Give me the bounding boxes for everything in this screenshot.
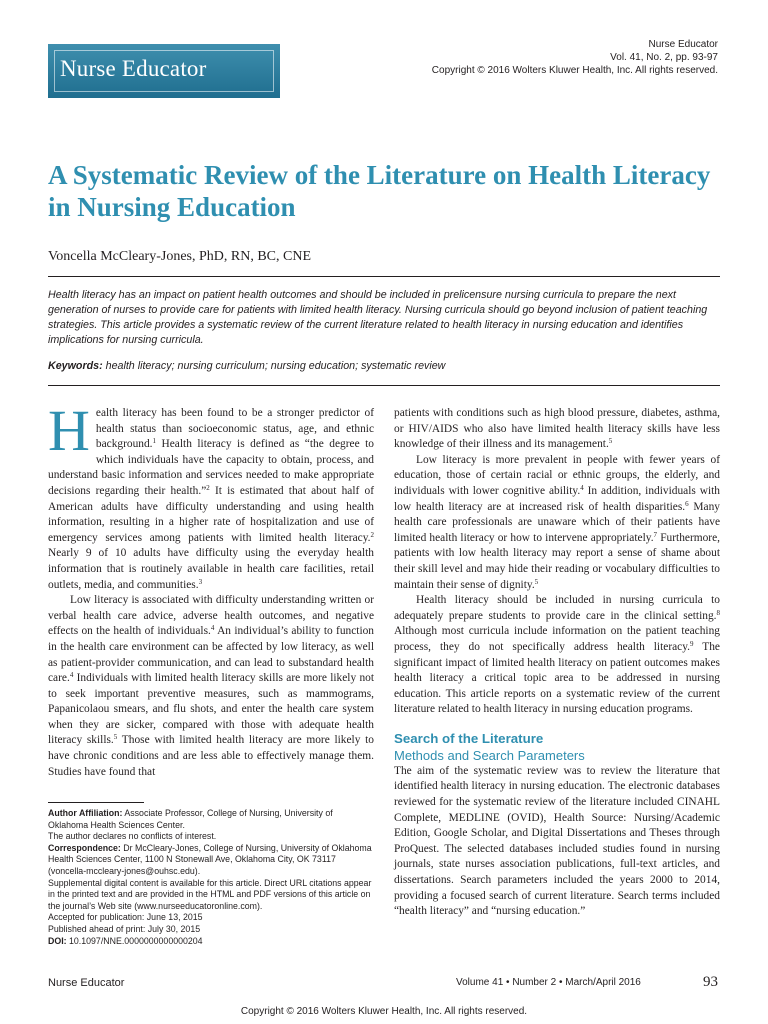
published-date: Published ahead of print: July 30, 2015 [48, 923, 201, 934]
doi: DOI: 10.1097/NNE.0000000000000204 [48, 935, 203, 946]
divider-top [48, 276, 720, 277]
article-title: A Systematic Review of the Literature on Health Literacy in Nursing Education [48, 160, 711, 222]
body-paragraph: Low literacy is associated with difficulty understanding written or verbal health care advice, adverse health outcomes, and negative effects on the health of individuals.$^4$ An individual’s ability to function in the health care environment can be affected by low literacy, as well as patient-provider communication, and can lead to substandard health care.$^4$ Individuals with limited health literacy skills are more likely not to seek important preventive measures, such as mammograms, Papanicolaou smears, and flu shots, and enter the health care system when they are sicker, compared with those with adequate health literacy skills.$^5$ Those with limited health literacy are more likely to have chronic conditions and are less able to effectively manage them. Studies have found that [48, 594, 375, 778]
body-paragraph: Low literacy is more prevalent in people with fewer years of education, those of certain racial or ethnic groups, the elderly, and individuals with lower cognitive ability.$^4$ In addition, individuals with low health literacy are at increased risk of health disparities.$^6$ Many health care professionals are unaware which of their patients have limited health literacy or how to intervene appropriately.$^7$ Furthermore, patients with low health literacy may report a sense of shame about their skill level and may hide their reading or vocabulary difficulties to maintain their sense of dignity.$^5$ [394, 453, 720, 591]
drop-cap: H [48, 398, 90, 463]
journal-logo-text: Nurse Educator [60, 56, 207, 81]
citation-ref: 1 [152, 437, 157, 446]
citation-ref: 8 [716, 608, 720, 617]
citation-ref: 7 [653, 530, 658, 539]
author-affiliation [48, 808, 374, 947]
affiliation-line: Author Affiliation: Associate Professor, College of Nursing, University of Oklahoma Health Sciences Center. [48, 808, 333, 830]
journal-copyright: Copyright © 2016 Wolters Kluwer Health, Inc. All rights reserved. [431, 65, 718, 76]
section-heading: Search of the Literature [394, 730, 544, 746]
journal-name: Nurse Educator [648, 39, 718, 50]
keywords [48, 360, 445, 372]
keywords-value: health literacy; nursing curriculum; nursing education; systematic review [105, 360, 446, 372]
citation-ref: 6 [685, 499, 689, 508]
body-paragraph: Health literacy has been found to be a stronger predictor of health status than socioeconomic status, age, and ethnic background.$^1$ Health literacy is defined as “the degree to which individuals have the capacity to obtain, process, and understand basic information and services needed to make appropriate decisions regarding their health.”$^2$ It is estimated that about half of American adults have difficulty understanding and using health information, resulting in a higher rate of hospitalization and use of emergency services among patients with limited health literacy.$^2$ Nearly 9 of 10 adults have difficulty using the everyday health information that is routinely available in health care facilities, retail outlets, media, and communities.$^3$ [48, 398, 374, 591]
body-paragraph: patients with conditions such as high blood pressure, diabetes, asthma, or HIV/AIDS who also have limited health literacy skills have less knowledge of their illness and its management.$^5$ [394, 407, 720, 451]
citation-ref: 4 [210, 624, 215, 633]
footer-copyright: Copyright © 2016 Wolters Kluwer Health, Inc. All rights reserved. [240, 1006, 528, 1017]
citation-ref: 5 [534, 577, 539, 586]
subsection-heading: Methods and Search Parameters [394, 747, 585, 763]
citation-ref: 3 [198, 577, 203, 586]
abstract: Health literacy has an impact on patient health outcomes and should be included in prelicensure nursing curricula to prepare the next generation of nurses to provide care for patients with limited health literacy. Nursing curricula should go beyond inclusion of patient teaching strategies. This article provides a systematic review of the current literature related to health literacy in nursing education and identifies implications for nursing curricula. [48, 289, 708, 346]
footnote-divider [48, 802, 144, 803]
citation-ref: 9 [690, 639, 694, 648]
journal-info [432, 38, 718, 77]
body-paragraph: Health literacy should be included in nursing curricula to adequately prepare students to provide care in the clinical setting.$^8$ Although most curricula include information on the patient teaching process, they do not specifically address health literacy.$^9$ The significant impact of limited health literacy on patient outcomes makes health literacy a critical topic area to be addressed in nursing education. This article reports on a systematic review of the current literature related to health literacy in nursing education programs. [394, 594, 720, 716]
conflict-statement: The author declares no conflicts of interest. [48, 831, 217, 842]
body-column-right [394, 406, 720, 920]
citation-ref: 2 [370, 530, 374, 539]
page-number: 93 [703, 974, 718, 990]
footer-issue: Volume 41 • Number 2 • March/April 2016 [456, 977, 641, 988]
article-author: Voncella McCleary-Jones, PhD, RN, BC, CNE [48, 249, 311, 264]
journal-logo-banner [48, 44, 280, 98]
citation-ref: 4 [580, 483, 584, 492]
accepted-date: Accepted for publication: June 13, 2015 [48, 912, 203, 923]
supplement-note: Supplemental digital content is available for this article. Direct URL citations appear in the printed text and are provided in the HTML and PDF versions of this article on the journal’s Web site (www.nurseeducatoronline.com). [48, 877, 372, 911]
citation-ref: 5 [608, 437, 613, 446]
citation-ref: 5 [113, 733, 118, 742]
journal-volume: Vol. 41, No. 2, pp. 93-97 [610, 52, 718, 63]
citation-ref: 4 [69, 671, 74, 680]
footer-journal: Nurse Educator [48, 977, 125, 989]
citation-ref: 2 [206, 483, 210, 492]
body-column-left [48, 398, 375, 780]
divider-keywords [48, 385, 720, 386]
body-paragraph: The aim of the systematic review was to review the literature that identified health literacy in nursing education. The electronic databases reviewed for the systematic review of the literature included CINAHL Complete, MEDLINE (OVID), Health Source: Nursing/Academic Edition, Google Scholar, and Digital Dissertations and Theses through ProQuest. The selected databases included studies found in nursing journals, state nurses association publications, full-text articles, and dissertations. Search parameters included the years 2000 to 2014, providing a focused search of current literature. Search terms included “health literacy” and “nursing education.” [394, 764, 720, 918]
correspondence: Correspondence: Dr McCleary-Jones, College of Nursing, University of Oklahoma Health Sciences Center, 1100 N Stonewall Ave, Oklahoma City, OK 73117 (voncella-mccleary-jones@ouhsc.edu). [48, 842, 372, 876]
keywords-label: Keywords: [48, 360, 103, 372]
